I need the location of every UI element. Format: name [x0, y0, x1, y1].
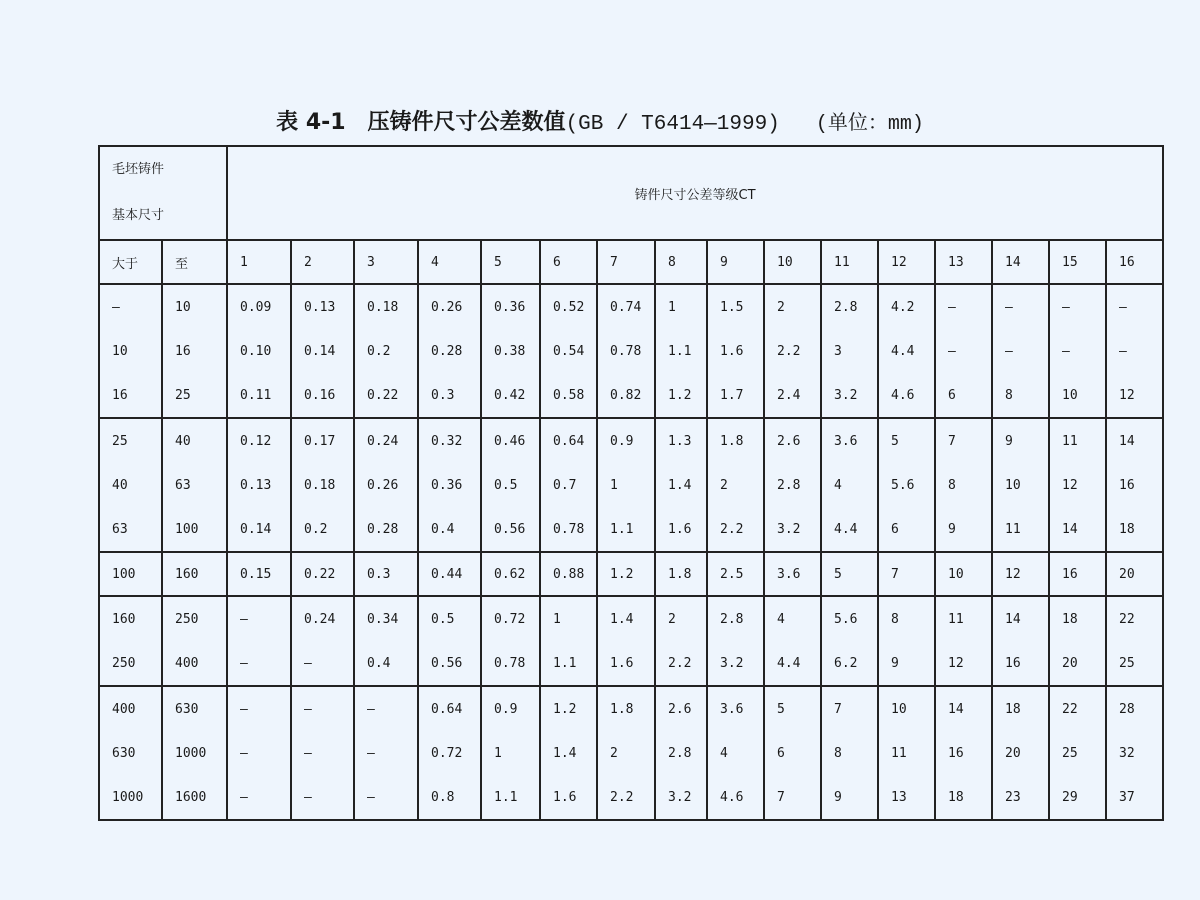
- tolerance-value-cell: 3.6: [707, 686, 764, 731]
- tolerance-value-cell: 0.18: [354, 284, 418, 329]
- tolerance-value-cell: 3: [821, 329, 878, 373]
- tolerance-value-cell: 0.36: [481, 284, 540, 329]
- tolerance-value-cell: 1.6: [540, 775, 597, 820]
- grade-header-ct14: 14: [992, 240, 1049, 284]
- tolerance-value-cell: 10: [1049, 373, 1106, 418]
- tolerance-value-cell: 0.3: [354, 552, 418, 596]
- grade-header-ct7: 7: [597, 240, 655, 284]
- tolerance-value-cell: 7: [764, 775, 821, 820]
- tolerance-value-cell: 20: [1106, 552, 1163, 596]
- tolerance-value-cell: 0.54: [540, 329, 597, 373]
- tolerance-value-cell: 7: [878, 552, 935, 596]
- tolerance-value-cell: 0.58: [540, 373, 597, 418]
- tolerance-value-cell: 29: [1049, 775, 1106, 820]
- grade-header-ct2: 2: [291, 240, 354, 284]
- tolerance-value-cell: 16: [935, 731, 992, 775]
- tolerance-value-cell: 0.9: [597, 418, 655, 463]
- tolerance-value-cell: 18: [992, 686, 1049, 731]
- tolerance-value-cell: 23: [992, 775, 1049, 820]
- tolerance-value-cell: 14: [1049, 507, 1106, 552]
- tolerance-value-cell: 0.5: [481, 463, 540, 507]
- tolerance-value-cell: 0.24: [354, 418, 418, 463]
- tolerance-value-cell: 11: [992, 507, 1049, 552]
- tolerance-value-cell: 0.8: [418, 775, 481, 820]
- size-from-cell: 63: [99, 507, 162, 552]
- size-to-cell: 63: [162, 463, 227, 507]
- tolerance-value-cell: 12: [935, 641, 992, 686]
- tolerance-value-cell: 6: [935, 373, 992, 418]
- size-from-cell: 400: [99, 686, 162, 731]
- tolerance-value-cell: 2: [655, 596, 707, 641]
- size-from-cell: 16: [99, 373, 162, 418]
- tolerance-value-cell: 6.2: [821, 641, 878, 686]
- tolerance-grade-header: 铸件尺寸公差等级CT: [227, 146, 1163, 240]
- tolerance-value-cell: 0.34: [354, 596, 418, 641]
- grade-header-ct1: 1: [227, 240, 291, 284]
- tolerance-value-cell: 0.42: [481, 373, 540, 418]
- tolerance-value-cell: 4.4: [764, 641, 821, 686]
- tolerance-value-cell: 10: [992, 463, 1049, 507]
- basic-size-header: [99, 146, 227, 240]
- tolerance-value-cell: 14: [992, 596, 1049, 641]
- tolerance-value-cell: 5.6: [821, 596, 878, 641]
- tolerance-value-cell: 1.6: [655, 507, 707, 552]
- tolerance-value-cell: 0.24: [291, 596, 354, 641]
- tolerance-value-cell: —: [935, 329, 992, 373]
- tolerance-value-cell: 2: [597, 731, 655, 775]
- tolerance-value-cell: 0.56: [481, 507, 540, 552]
- tolerance-value-cell: 18: [1106, 507, 1163, 552]
- tolerance-value-cell: 8: [821, 731, 878, 775]
- tolerance-value-cell: 11: [935, 596, 992, 641]
- tolerance-value-cell: 12: [1106, 373, 1163, 418]
- tolerance-value-cell: —: [227, 731, 291, 775]
- tolerance-value-cell: —: [354, 731, 418, 775]
- size-to-cell: 16: [162, 329, 227, 373]
- tolerance-value-cell: —: [291, 731, 354, 775]
- tolerance-value-cell: 0.7: [540, 463, 597, 507]
- tolerance-value-cell: 1.5: [707, 284, 764, 329]
- tolerance-value-cell: 0.26: [354, 463, 418, 507]
- tolerance-value-cell: 16: [992, 641, 1049, 686]
- to-column-header: 至: [162, 240, 227, 284]
- tolerance-value-cell: 2.2: [764, 329, 821, 373]
- tolerance-value-cell: 0.52: [540, 284, 597, 329]
- tolerance-value-cell: 1: [481, 731, 540, 775]
- tolerance-value-cell: —: [992, 329, 1049, 373]
- tolerance-value-cell: 2.6: [655, 686, 707, 731]
- tolerance-value-cell: 2: [707, 463, 764, 507]
- tolerance-value-cell: 0.72: [481, 596, 540, 641]
- tolerance-value-cell: 0.14: [227, 507, 291, 552]
- tolerance-value-cell: 0.78: [540, 507, 597, 552]
- size-from-cell: 40: [99, 463, 162, 507]
- tolerance-value-cell: 11: [1049, 418, 1106, 463]
- tolerance-value-cell: 0.14: [291, 329, 354, 373]
- tolerance-value-cell: 4.2: [878, 284, 935, 329]
- tolerance-value-cell: 0.22: [354, 373, 418, 418]
- table-title-unit: (单位：mm): [815, 113, 924, 136]
- tolerance-value-cell: 0.32: [418, 418, 481, 463]
- tolerance-value-cell: 0.36: [418, 463, 481, 507]
- size-from-cell: 630: [99, 731, 162, 775]
- tolerance-value-cell: 7: [935, 418, 992, 463]
- tolerance-value-cell: 9: [878, 641, 935, 686]
- tolerance-value-cell: 2.5: [707, 552, 764, 596]
- tolerance-value-cell: 25: [1106, 641, 1163, 686]
- tolerance-value-cell: 18: [1049, 596, 1106, 641]
- size-from-cell: 10: [99, 329, 162, 373]
- grade-header-ct6: 6: [540, 240, 597, 284]
- tolerance-value-cell: 13: [878, 775, 935, 820]
- tolerance-value-cell: 22: [1049, 686, 1106, 731]
- tolerance-value-cell: 0.26: [418, 284, 481, 329]
- tolerance-value-cell: 5: [878, 418, 935, 463]
- size-from-cell: 250: [99, 641, 162, 686]
- table-row: [99, 284, 1163, 329]
- size-to-cell: 160: [162, 552, 227, 596]
- tolerance-value-cell: 0.17: [291, 418, 354, 463]
- tolerance-value-cell: 1.7: [707, 373, 764, 418]
- table-row: [99, 731, 1163, 775]
- tolerance-value-cell: 16: [1106, 463, 1163, 507]
- table-row: [99, 686, 1163, 731]
- tolerance-value-cell: 5: [821, 552, 878, 596]
- size-to-cell: 25: [162, 373, 227, 418]
- tolerance-value-cell: 2.4: [764, 373, 821, 418]
- tolerance-value-cell: —: [354, 775, 418, 820]
- table-row: [99, 641, 1163, 686]
- tolerance-value-cell: 0.72: [418, 731, 481, 775]
- grade-header-ct10: 10: [764, 240, 821, 284]
- tolerance-value-cell: 10: [935, 552, 992, 596]
- grade-header-ct11: 11: [821, 240, 878, 284]
- tolerance-value-cell: 4.4: [821, 507, 878, 552]
- tolerance-value-cell: 1.4: [655, 463, 707, 507]
- tolerance-value-cell: 0.3: [418, 373, 481, 418]
- tolerance-value-cell: —: [227, 775, 291, 820]
- table-row: [99, 463, 1163, 507]
- grade-header-ct15: 15: [1049, 240, 1106, 284]
- size-to-cell: 400: [162, 641, 227, 686]
- tolerance-value-cell: 2: [764, 284, 821, 329]
- tolerance-value-cell: 14: [935, 686, 992, 731]
- grade-header-ct13: 13: [935, 240, 992, 284]
- tolerance-value-cell: 2.6: [764, 418, 821, 463]
- tolerance-value-cell: —: [1049, 284, 1106, 329]
- tolerance-value-cell: 3.2: [764, 507, 821, 552]
- table-title-main: 表 4-1 压铸件尺寸公差数值: [276, 110, 566, 135]
- tolerance-value-cell: 1.4: [540, 731, 597, 775]
- tolerance-value-cell: 1: [540, 596, 597, 641]
- table-title: [0, 106, 1200, 142]
- tolerance-value-cell: 6: [878, 507, 935, 552]
- table-row: [99, 507, 1163, 552]
- tolerance-value-cell: 0.9: [481, 686, 540, 731]
- tolerance-value-cell: 0.64: [418, 686, 481, 731]
- tolerance-value-cell: 20: [1049, 641, 1106, 686]
- tolerance-value-cell: 1.8: [707, 418, 764, 463]
- tolerance-value-cell: 0.78: [481, 641, 540, 686]
- tolerance-value-cell: 0.44: [418, 552, 481, 596]
- tolerance-value-cell: 22: [1106, 596, 1163, 641]
- tolerance-value-cell: 1: [597, 463, 655, 507]
- tolerance-value-cell: 4: [821, 463, 878, 507]
- tolerance-value-cell: 16: [1049, 552, 1106, 596]
- tolerance-value-cell: 4.6: [707, 775, 764, 820]
- tolerance-value-cell: 0.74: [597, 284, 655, 329]
- tolerance-value-cell: —: [1106, 284, 1163, 329]
- tolerance-value-cell: 0.64: [540, 418, 597, 463]
- tolerance-value-cell: 12: [992, 552, 1049, 596]
- basic-size-header-line1: 毛坯铸件: [112, 162, 165, 177]
- tolerance-value-cell: 9: [935, 507, 992, 552]
- tolerance-value-cell: 7: [821, 686, 878, 731]
- tolerance-value-cell: 0.2: [354, 329, 418, 373]
- grade-header-ct4: 4: [418, 240, 481, 284]
- grade-header-ct3: 3: [354, 240, 418, 284]
- size-to-cell: 1000: [162, 731, 227, 775]
- size-to-cell: 1600: [162, 775, 227, 820]
- tolerance-value-cell: 10: [878, 686, 935, 731]
- table-title-standard: (GB / T6414—1999): [565, 113, 780, 136]
- tolerance-value-cell: 0.10: [227, 329, 291, 373]
- size-to-cell: 10: [162, 284, 227, 329]
- tolerance-value-cell: 11: [878, 731, 935, 775]
- tolerance-value-cell: 8: [935, 463, 992, 507]
- tolerance-value-cell: 0.56: [418, 641, 481, 686]
- tolerance-value-cell: 1.1: [481, 775, 540, 820]
- tolerance-value-cell: 2.2: [597, 775, 655, 820]
- tolerance-value-cell: 4: [707, 731, 764, 775]
- tolerance-value-cell: 3.2: [821, 373, 878, 418]
- tolerance-value-cell: 0.2: [291, 507, 354, 552]
- tolerance-value-cell: 1.8: [597, 686, 655, 731]
- tolerance-value-cell: 3.2: [707, 641, 764, 686]
- tolerance-value-cell: 0.13: [291, 284, 354, 329]
- tolerance-value-cell: 1.6: [707, 329, 764, 373]
- size-from-cell: 160: [99, 596, 162, 641]
- tolerance-value-cell: 1.2: [655, 373, 707, 418]
- tolerance-value-cell: 37: [1106, 775, 1163, 820]
- tolerance-value-cell: 0.38: [481, 329, 540, 373]
- tolerance-value-cell: 0.88: [540, 552, 597, 596]
- tolerance-table: [98, 145, 1164, 821]
- tolerance-value-cell: 18: [935, 775, 992, 820]
- tolerance-value-cell: —: [1106, 329, 1163, 373]
- size-from-cell: 1000: [99, 775, 162, 820]
- size-from-cell: 25: [99, 418, 162, 463]
- tolerance-value-cell: 2.8: [655, 731, 707, 775]
- table-row: [99, 418, 1163, 463]
- size-to-cell: 100: [162, 507, 227, 552]
- tolerance-value-cell: 1.4: [597, 596, 655, 641]
- tolerance-value-cell: 1.1: [540, 641, 597, 686]
- tolerance-value-cell: 2.2: [707, 507, 764, 552]
- table-row: [99, 552, 1163, 596]
- tolerance-value-cell: 8: [992, 373, 1049, 418]
- tolerance-value-cell: 1.3: [655, 418, 707, 463]
- tolerance-value-cell: —: [291, 775, 354, 820]
- tolerance-value-cell: 0.13: [227, 463, 291, 507]
- tolerance-value-cell: 3.6: [821, 418, 878, 463]
- tolerance-value-cell: 12: [1049, 463, 1106, 507]
- tolerance-value-cell: —: [291, 641, 354, 686]
- size-to-cell: 40: [162, 418, 227, 463]
- grade-header-ct16: 16: [1106, 240, 1163, 284]
- tolerance-value-cell: 1.1: [597, 507, 655, 552]
- tolerance-value-cell: 2.8: [707, 596, 764, 641]
- tolerance-value-cell: 4: [764, 596, 821, 641]
- grade-header-ct12: 12: [878, 240, 935, 284]
- tolerance-value-cell: —: [992, 284, 1049, 329]
- tolerance-value-cell: 0.28: [418, 329, 481, 373]
- size-to-cell: 630: [162, 686, 227, 731]
- tolerance-value-cell: 0.28: [354, 507, 418, 552]
- tolerance-value-cell: 1: [655, 284, 707, 329]
- tolerance-value-cell: —: [227, 596, 291, 641]
- tolerance-value-cell: 25: [1049, 731, 1106, 775]
- tolerance-value-cell: 1.1: [655, 329, 707, 373]
- tolerance-value-cell: 2.8: [764, 463, 821, 507]
- tolerance-value-cell: 20: [992, 731, 1049, 775]
- tolerance-value-cell: 0.15: [227, 552, 291, 596]
- tolerance-value-cell: —: [935, 284, 992, 329]
- tolerance-value-cell: 5: [764, 686, 821, 731]
- tolerance-value-cell: —: [1049, 329, 1106, 373]
- tolerance-value-cell: —: [354, 686, 418, 731]
- tolerance-value-cell: 8: [878, 596, 935, 641]
- basic-size-header-line2: 基本尺寸: [112, 208, 165, 223]
- tolerance-value-cell: 0.12: [227, 418, 291, 463]
- size-to-cell: 250: [162, 596, 227, 641]
- from-column-header: 大于: [99, 240, 162, 284]
- tolerance-value-cell: 0.18: [291, 463, 354, 507]
- header-row-1: [99, 146, 1163, 240]
- tolerance-value-cell: 14: [1106, 418, 1163, 463]
- tolerance-value-cell: 2.8: [821, 284, 878, 329]
- size-from-cell: 100: [99, 552, 162, 596]
- table-row: [99, 329, 1163, 373]
- tolerance-value-cell: 1.2: [540, 686, 597, 731]
- tolerance-value-cell: 0.78: [597, 329, 655, 373]
- tolerance-value-cell: 0.4: [418, 507, 481, 552]
- grade-header-ct8: 8: [655, 240, 707, 284]
- tolerance-value-cell: 0.5: [418, 596, 481, 641]
- tolerance-value-cell: 9: [821, 775, 878, 820]
- tolerance-value-cell: 0.16: [291, 373, 354, 418]
- tolerance-value-cell: 3.2: [655, 775, 707, 820]
- header-row-2: [99, 240, 1163, 284]
- size-from-cell: —: [99, 284, 162, 329]
- table-row: [99, 596, 1163, 641]
- tolerance-value-cell: 0.62: [481, 552, 540, 596]
- grade-header-ct5: 5: [481, 240, 540, 284]
- tolerance-value-cell: 3.6: [764, 552, 821, 596]
- tolerance-value-cell: 1.2: [597, 552, 655, 596]
- table-row: [99, 775, 1163, 820]
- tolerance-value-cell: 0.11: [227, 373, 291, 418]
- tolerance-value-cell: 1.8: [655, 552, 707, 596]
- tolerance-value-cell: 4.4: [878, 329, 935, 373]
- tolerance-value-cell: 9: [992, 418, 1049, 463]
- tolerance-value-cell: 0.22: [291, 552, 354, 596]
- tolerance-value-cell: 28: [1106, 686, 1163, 731]
- tolerance-value-cell: 5.6: [878, 463, 935, 507]
- tolerance-value-cell: 0.46: [481, 418, 540, 463]
- tolerance-value-cell: 6: [764, 731, 821, 775]
- table-row: [99, 373, 1163, 418]
- tolerance-value-cell: 4.6: [878, 373, 935, 418]
- tolerance-value-cell: 0.4: [354, 641, 418, 686]
- tolerance-value-cell: —: [227, 641, 291, 686]
- tolerance-value-cell: 32: [1106, 731, 1163, 775]
- tolerance-value-cell: 0.09: [227, 284, 291, 329]
- tolerance-value-cell: 0.82: [597, 373, 655, 418]
- tolerance-value-cell: —: [227, 686, 291, 731]
- tolerance-value-cell: —: [291, 686, 354, 731]
- tolerance-value-cell: 2.2: [655, 641, 707, 686]
- grade-header-ct9: 9: [707, 240, 764, 284]
- tolerance-value-cell: 1.6: [597, 641, 655, 686]
